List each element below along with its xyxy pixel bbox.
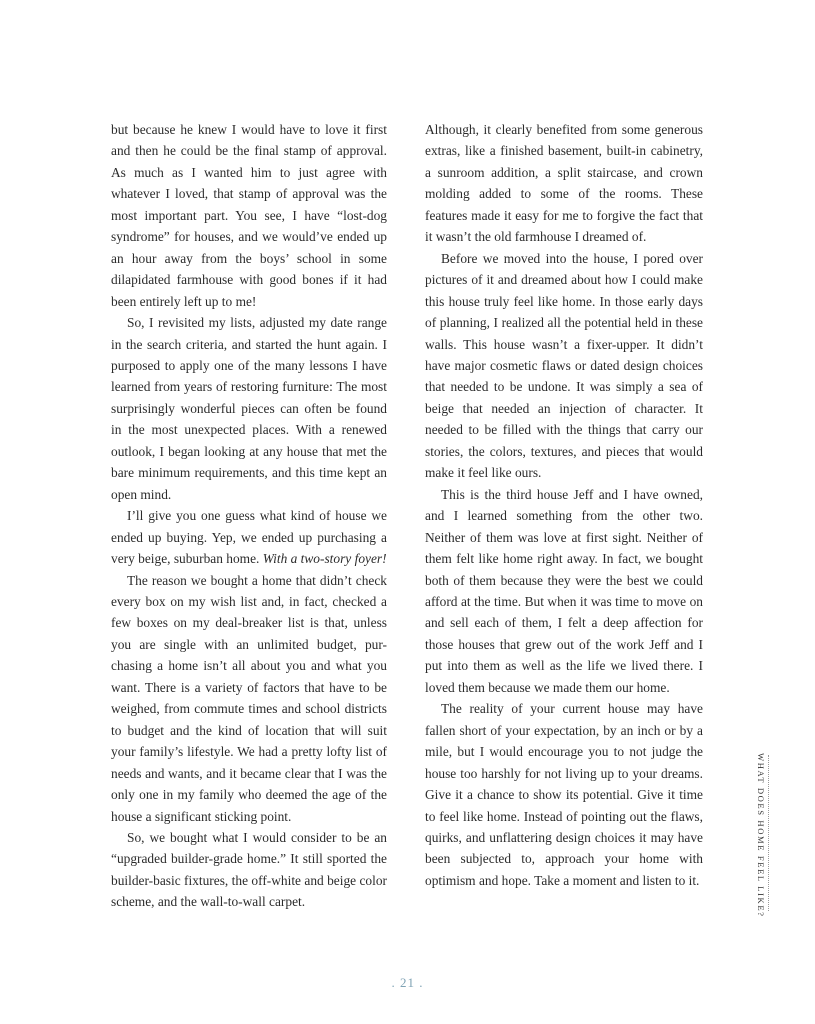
left-paragraph-3-italic: With a two-story foyer!	[262, 551, 387, 567]
page-number: . 21 .	[391, 975, 424, 990]
left-paragraph-5: So, we bought what I would consider to be an “upgraded builder-grade home.” It still sported the builder-basic fixtures, the off-white and beige color scheme, and the wall-to-wall carpet.	[111, 829, 387, 910]
right-paragraph-1: Although, it clearly benefited from some generous extras, like a finished basement, built-in cabinetry, a sunroom addition, a split staircase, and crown molding added to some of the rooms. These features made it easy for me to forgive the fact that it wasn’t the old farmhouse I dreamed of.	[425, 122, 703, 245]
left-column	[111, 119, 387, 913]
left-paragraph-3-text: I’ll give you one guess what kind of house we ended up buying. Yep, we ended up purchasing a very beige, suburban home.	[111, 508, 387, 567]
left-paragraph-2: So, I revisited my lists, adjusted my date range in the search criteria, and started the hunt again. I purposed to apply one of the many lessons I have learned from years of restoring furniture: The most surprisingly wonderful pieces can often be found in the most unexpected places. With a renewed outlook, I began looking at any house that met the bare minimum requirements, and this time kept an open mind.	[111, 315, 387, 502]
right-column	[425, 119, 703, 891]
right-paragraph-4: The reality of your current house may have fallen short of your expectation, by an inch or by a mile, but I would encourage you to not judge the house too harshly for not living up to your dreams. Give it a chance to show its potential. Give it time to feel like home. Instead of pointing out the flaws, quirks, and unflattering design choices it may have been subjected to, approach your home with optimism and hope. Take a moment and listen to it.	[425, 701, 703, 888]
running-head-rule	[768, 755, 769, 911]
running-head: WHAT DOES HOME FEEL LIKE?	[756, 753, 766, 918]
right-paragraph-3: This is the third house Jeff and I have owned, and I learned something from the other two. Neither of them was love at first sight. Neither of them felt like home right away. In fact, we bought both of them because they were the best we could afford at the time. But when it was time to move on and sell each of them, I felt a deep affection for those houses that grew out of the work Jeff and I put into them as well as the life we lived there. I loved them because we made them our home.	[425, 486, 703, 695]
left-paragraph-3	[111, 505, 387, 569]
left-paragraph-1: but because he knew I would have to love it first and then he could be the final stamp of approval. As much as I wanted him to just agree with whatever I loved, that stamp of approval was the most important part. You see, I have “lost-dog syndrome” for houses, and we would’ve ended up an hour away from the boys’ school in some dilapidated farmhouse with good bones if it had been entirely left up to me!	[111, 122, 387, 309]
right-paragraph-2: Before we moved into the house, I pored over pictures of it and dreamed about how I could make this house truly feel like home. In those early days of planning, I realized all the potential held in these walls. This house wasn’t a fixer-upper. It didn’t have major cosmetic flaws or dated design choices that needed to be undone. It was simply a sea of beige that needed an injection of character. It needed to be filled with the things that carry our stories, the colors, textures, and pieces that would make it feel like ours.	[425, 250, 703, 481]
left-paragraph-4: The reason we bought a home that didn’t check every box on my wish list and, in fact, checked a few boxes on my deal-breaker list is that, unless you are single with an unlimited budget, pur-chasing a home isn’t all about you and what you want. There is a variety of factors that have to be weighed, from commute times and school districts to budget and the kind of location that will suit your family’s lifestyle. We had a pretty lofty list of needs and wants, and it became clear that I was the only one in my family who deemed the age of the house a significant sticking point.	[111, 572, 387, 824]
